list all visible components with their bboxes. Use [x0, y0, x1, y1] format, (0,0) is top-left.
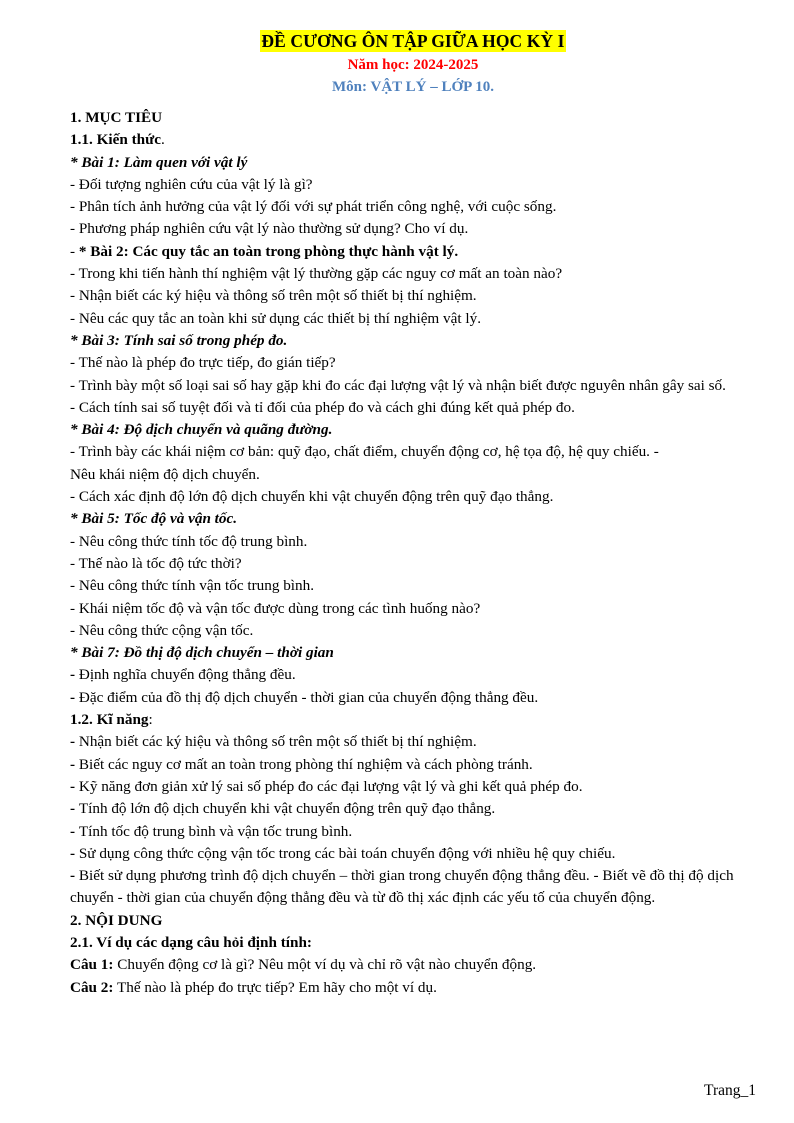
line-text: - Nêu các quy tắc an toàn khi sử dụng các thiết bị thí nghiệm vật lý.: [70, 309, 482, 327]
line-text: Biết sử dụng phương trình độ dịch chuyển – thời gian trong chuyển động thẳng đều. - Biết vẽ đồ thị độ dịch chuyển - thời gian của chuyển động thẳng đều và từ đồ thị xác định các yếu tố của chuyển động.: [70, 867, 734, 907]
bullet-dash: -: [70, 844, 79, 862]
title-block: [70, 30, 756, 52]
line-text: - Nêu công thức tính vận tốc trung bình.: [70, 577, 315, 595]
text-line: [70, 241, 756, 263]
line-text: Đặc điểm của đồ thị độ dịch chuyển - thời gian của chuyển động thẳng đều.: [78, 688, 539, 706]
line-text: - Trong khi tiến hành thí nghiệm vật lý thường gặp các nguy cơ mất an toàn nào?: [70, 265, 563, 283]
bullet-dash: -: [70, 800, 79, 818]
text-line: [70, 977, 756, 999]
line-text: - Trình bày một số loại sai số hay gặp khi đo các đại lượng vật lý và nhận biết được nguyên nhân gây sai số.: [70, 376, 726, 394]
text-line: [70, 196, 756, 218]
text-line: [70, 754, 756, 776]
bullet-dash: -: [70, 822, 79, 840]
document-title: ĐỀ CƯƠNG ÔN TẬP GIỮA HỌC KỲ I: [261, 31, 565, 51]
bullet-dash: -: [70, 688, 79, 706]
text-line: [70, 441, 756, 463]
line-text: Chuyển động cơ là gì? Nêu một ví dụ và chỉ rõ vật nào chuyển động.: [113, 956, 537, 974]
line-text: 2. NỘI DUNG: [70, 911, 163, 929]
line-suffix: :: [148, 711, 153, 729]
line-text: * Bài 4: Độ dịch chuyển và quãng đường.: [70, 421, 333, 439]
text-line: [70, 464, 756, 486]
line-text: Biết các nguy cơ mất an toàn trong phòng thí nghiệm và cách phòng tránh.: [78, 755, 533, 773]
text-line: [70, 709, 756, 731]
line-text: 2.1. Ví dụ các dạng câu hỏi định tính:: [70, 933, 312, 951]
bullet-dash: -: [70, 777, 79, 795]
text-line: [70, 687, 756, 709]
text-line: [70, 174, 756, 196]
text-line: [70, 129, 756, 151]
text-line: [70, 910, 756, 932]
line-text: * Bài 5: Tốc độ và vận tốc.: [70, 510, 238, 528]
bullet-dash: -: [70, 755, 79, 773]
text-line: [70, 553, 756, 575]
bullet-dash: -: [70, 733, 79, 751]
line-text: 1.2. Kĩ năng: [70, 711, 149, 729]
text-line: [70, 285, 756, 307]
page-number: Trang_1: [704, 1082, 756, 1099]
line-text: 1.1. Kiến thức: [70, 131, 161, 149]
line-text: - Phân tích ảnh hưởng của vật lý đối với sự phát triển công nghệ, với cuộc sống.: [70, 198, 557, 216]
line-text: - Phương pháp nghiên cứu vật lý nào thường sử dụng? Cho ví dụ.: [70, 220, 469, 238]
line-text: Tính độ lớn độ dịch chuyển khi vật chuyển động trên quỹ đạo thẳng.: [78, 800, 496, 818]
text-line: [70, 865, 756, 910]
text-line: [70, 798, 756, 820]
line-text: - Đối tượng nghiên cứu của vật lý là gì?: [70, 175, 313, 193]
line-text: * Bài 2: Các quy tắc an toàn trong phòng thực hành vật lý.: [78, 242, 459, 260]
question-label: Câu 1:: [70, 956, 114, 974]
text-line: [70, 397, 756, 419]
text-line: [70, 419, 756, 441]
text-line: [70, 821, 756, 843]
line-text: - Trình bày các khái niệm cơ bản: quỹ đạo, chất điểm, chuyển động cơ, hệ tọa độ, hệ quy chiếu. -: [70, 443, 659, 461]
line-text: Sử dụng công thức cộng vận tốc trong các bài toán chuyển động với nhiều hệ quy chiếu.: [78, 844, 616, 862]
line-text: Nhận biết các ký hiệu và thông số trên một số thiết bị thí nghiệm.: [78, 733, 477, 751]
line-text: Tính tốc độ trung bình và vận tốc trung bình.: [78, 822, 353, 840]
school-year: Năm học: 2024-2025: [347, 57, 479, 73]
text-line: [70, 932, 756, 954]
line-text: Định nghĩa chuyển động thẳng đều.: [78, 666, 296, 684]
text-line: [70, 263, 756, 285]
bullet-dash: -: [70, 666, 79, 684]
line-text: - Nêu công thức tính tốc độ trung bình.: [70, 532, 308, 550]
line-prefix: -: [70, 242, 79, 260]
text-line: [70, 486, 756, 508]
line-text: - Cách xác định độ lớn độ dịch chuyển khi vật chuyển động trên quỹ đạo thẳng.: [70, 488, 554, 506]
text-line: [70, 330, 756, 352]
line-text: - Thế nào là tốc độ tức thời?: [70, 554, 242, 572]
text-line: [70, 642, 756, 664]
line-text: - Cách tính sai số tuyệt đối và tỉ đối của phép đo và cách ghi đúng kết quả phép đo.: [70, 398, 575, 416]
text-line: [70, 776, 756, 798]
line-text: Nêu khái niệm độ dịch chuyển.: [70, 465, 260, 483]
line-text: - Nhận biết các ký hiệu và thông số trên một số thiết bị thí nghiệm.: [70, 287, 477, 305]
line-text: - Nêu công thức cộng vận tốc.: [70, 621, 254, 639]
text-line: [70, 598, 756, 620]
text-line: [70, 107, 756, 129]
line-text: Thế nào là phép đo trực tiếp? Em hãy cho một ví dụ.: [113, 978, 437, 996]
line-suffix: .: [160, 131, 165, 149]
line-text: - Khái niệm tốc độ và vận tốc được dùng trong các tình huống nào?: [70, 599, 481, 617]
document-page: [70, 30, 756, 999]
line-text: - Thế nào là phép đo trực tiếp, đo gián tiếp?: [70, 354, 336, 372]
question-label: Câu 2:: [70, 978, 114, 996]
text-line: [70, 575, 756, 597]
line-text: * Bài 1: Làm quen với vật lý: [70, 153, 248, 171]
line-text: * Bài 7: Đồ thị độ dịch chuyển – thời gian: [70, 644, 334, 662]
text-line: [70, 508, 756, 530]
text-line: [70, 531, 756, 553]
line-text: * Bài 3: Tính sai số trong phép đo.: [70, 331, 288, 349]
subject-line: Môn: VẬT LÝ – LỚP 10.: [332, 79, 494, 95]
text-line: [70, 731, 756, 753]
text-line: [70, 352, 756, 374]
text-line: [70, 152, 756, 174]
line-text: Kỹ năng đơn giản xử lý sai số phép đo các đại lượng vật lý và ghi kết quả phép đo.: [78, 777, 583, 795]
text-line: [70, 664, 756, 686]
document-body: [70, 107, 756, 999]
text-line: [70, 375, 756, 397]
line-text: 1. MỤC TIÊU: [70, 109, 163, 126]
bullet-dash: -: [70, 867, 79, 885]
text-line: [70, 620, 756, 642]
text-line: [70, 954, 756, 976]
text-line: [70, 843, 756, 865]
text-line: [70, 218, 756, 240]
text-line: [70, 308, 756, 330]
